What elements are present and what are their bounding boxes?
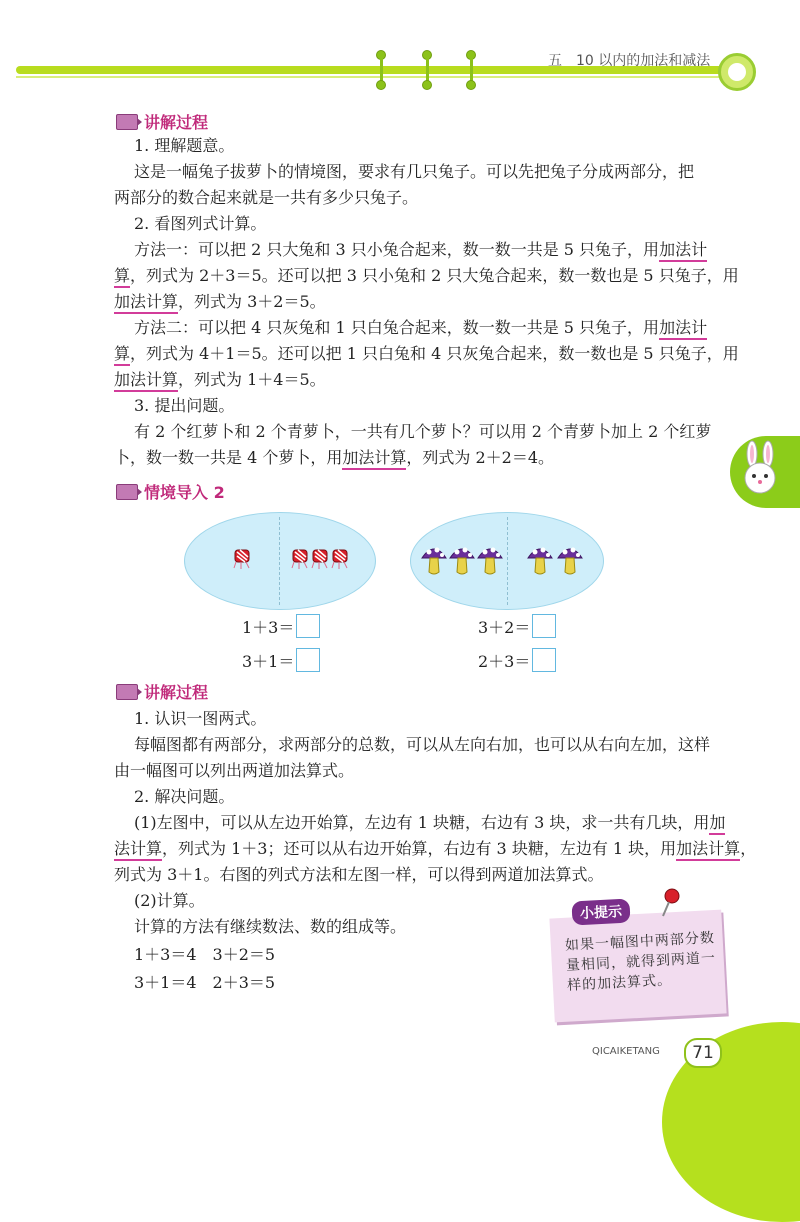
answer-box[interactable] bbox=[296, 648, 320, 672]
keyword-underline: 法计算 bbox=[114, 839, 162, 861]
text-line: 1. 理解题意。 bbox=[134, 136, 235, 155]
chapter-unit: 五 bbox=[548, 53, 562, 69]
keyword-underline: 算 bbox=[114, 266, 130, 288]
pencil-icon bbox=[116, 484, 138, 500]
mushroom-icon bbox=[476, 542, 504, 578]
binder-ring bbox=[376, 50, 386, 90]
keyword-underline: 加法计算 bbox=[114, 370, 178, 392]
candy-icon bbox=[232, 546, 252, 570]
footer-decoration bbox=[662, 1022, 800, 1222]
section-heading-scenario bbox=[116, 480, 225, 503]
text-line: 3＋1＝4 2＋3＝5 bbox=[134, 973, 276, 992]
keyword-underline: 加法计算 bbox=[676, 839, 740, 861]
mushroom-icon bbox=[448, 542, 476, 578]
page-number: 71 bbox=[684, 1038, 722, 1068]
text-line: 加法计算，列式为 3＋2＝5。 bbox=[114, 289, 326, 315]
text-line: 列式为 3＋1。右图的列式方法和左图一样，可以得到两道加法算式。 bbox=[114, 865, 604, 884]
pencil-icon bbox=[116, 684, 138, 700]
tip-title: 小提示 bbox=[571, 898, 630, 925]
answer-box[interactable] bbox=[532, 648, 556, 672]
tip-text: 如果一幅图中两部分数量相同，就得到两道一样的加法算式。 bbox=[564, 930, 717, 994]
text-line: 3. 提出问题。 bbox=[134, 396, 235, 415]
pushpin-icon bbox=[660, 888, 680, 918]
text-line: 两部分的数合起来就是一共有多少只兔子。 bbox=[114, 188, 419, 207]
text-line: 加法计算，列式为 1＋4＝5。 bbox=[114, 367, 326, 393]
text-line: 由一幅图可以列出两道加法算式。 bbox=[114, 761, 355, 780]
text-line: 方法一：可以把 2 只大兔和 3 只小兔合起来，数一数一共是 5 只兔子，用加法计 bbox=[134, 237, 707, 263]
chapter-title bbox=[548, 50, 710, 70]
section-heading-text: 讲解过程 bbox=[144, 683, 209, 702]
text-line: 卜，数一数一共是 4 个萝卜，用加法计算，列式为 2＋2＝4。 bbox=[114, 445, 554, 471]
text-line: 1. 认识一图两式。 bbox=[134, 709, 267, 728]
keyword-underline: 算 bbox=[114, 344, 130, 366]
keyword-underline: 加法计算 bbox=[342, 448, 406, 470]
text-line: 1＋3＝4 3＋2＝5 bbox=[134, 945, 276, 964]
text-line: (2)计算。 bbox=[134, 891, 205, 910]
binder-ring bbox=[422, 50, 432, 90]
binder-ring bbox=[466, 50, 476, 90]
text-line: 法计算，列式为 1＋3；还可以从右边开始算，右边有 3 块糖，左边有 1 块，用加法计算， bbox=[114, 836, 756, 862]
mushroom-icon bbox=[556, 542, 584, 578]
candy-icon bbox=[310, 546, 330, 570]
mushroom-icon bbox=[420, 542, 448, 578]
text-line: 计算的方法有继续数法、数的组成等。 bbox=[134, 917, 407, 936]
keyword-underline: 加 bbox=[709, 813, 725, 835]
section-heading-text: 情境导入 2 bbox=[144, 483, 225, 502]
equation-left-2: 3＋1＝ bbox=[242, 648, 320, 672]
candy-icon bbox=[290, 546, 310, 570]
section-heading-explanation-2 bbox=[116, 680, 208, 703]
equation-left-1: 1＋3＝ bbox=[242, 614, 320, 638]
text-line: 2. 解决问题。 bbox=[134, 787, 235, 806]
text-line: 有 2 个红萝卜和 2 个青萝卜，一共有几个萝卜？可以用 2 个青萝卜加上 2 个红萝 bbox=[134, 422, 712, 441]
text-line: 这是一幅兔子拔萝卜的情境图，要求有几只兔子。可以先把兔子分成两部分，把 bbox=[134, 162, 695, 181]
text-line: (1)左图中，可以从左边开始算，左边有 1 块糖，右边有 3 块，求一共有几块，用加 bbox=[134, 810, 725, 836]
text-line: 算，列式为 4＋1＝5。还可以把 1 只白兔和 4 只灰兔合起来，数一数也是 5 只兔子，用 bbox=[114, 341, 739, 367]
bunny-icon bbox=[738, 440, 782, 496]
equation-right-2: 2＋3＝ bbox=[478, 648, 556, 672]
pencil-icon bbox=[116, 114, 138, 130]
keyword-underline: 加法计算 bbox=[114, 292, 178, 314]
footer-code: QICAIKETANG bbox=[592, 1046, 660, 1057]
equation-right-1: 3＋2＝ bbox=[478, 614, 556, 638]
text-line: 每幅图都有两部分，求两部分的总数，可以从左向右加，也可以从右向左加，这样 bbox=[134, 735, 711, 754]
chapter-name: 10 以内的加法和减法 bbox=[576, 53, 711, 69]
section-heading-text: 讲解过程 bbox=[144, 113, 209, 132]
keyword-underline: 加法计 bbox=[659, 240, 707, 262]
keyword-underline: 加法计 bbox=[659, 318, 707, 340]
mushroom-icon bbox=[526, 542, 554, 578]
text-line: 方法二：可以把 4 只灰兔和 1 只白兔合起来，数一数一共是 5 只兔子，用加法计 bbox=[134, 315, 707, 341]
answer-box[interactable] bbox=[296, 614, 320, 638]
text-line: 算，列式为 2＋3＝5。还可以把 3 只小兔和 2 只大兔合起来，数一数也是 5 只兔子，用 bbox=[114, 263, 739, 289]
text-line: 2. 看图列式计算。 bbox=[134, 214, 267, 233]
candy-icon bbox=[330, 546, 350, 570]
header-mascot-icon bbox=[718, 53, 756, 91]
section-heading-explanation bbox=[116, 110, 208, 133]
answer-box[interactable] bbox=[532, 614, 556, 638]
